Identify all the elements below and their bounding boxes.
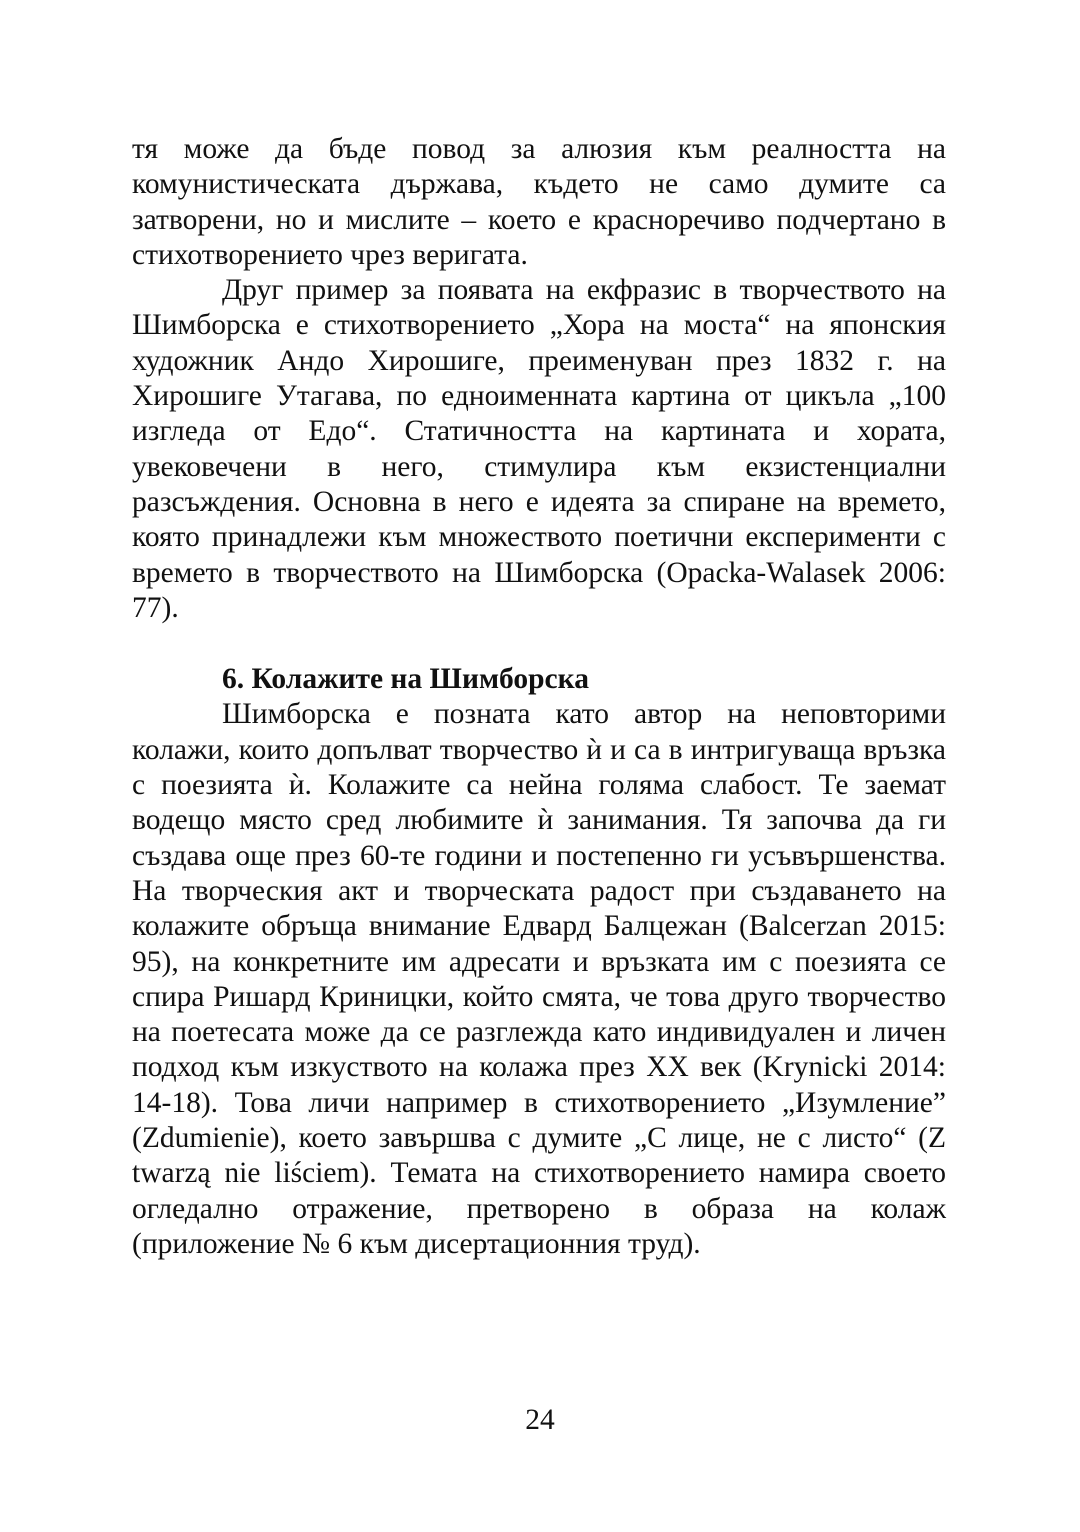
page-content	[132, 132, 946, 1262]
paragraph-intro-continuation: тя може да бъде повод за алюзия към реалността на комунистическата държава, където не само думите са затворени, но и мислите – което е красноречиво подчертано в стихотворението чрез веригата.	[132, 133, 946, 271]
page-number: 24	[525, 1404, 555, 1436]
paragraph-ekphrasis-example: Друг пример за появата на екфразис в творчеството на Шимборска е стихотворението „Хора на моста“ на японския художник Андо Хирошиге, преименуван през 1832 г. на Хирошиге Утагава, по едноименната картина от цикъла „100 изгледа от Едо“. Статичността на картината и хората, увековечени в него, стимулира към екзистенциални разсъждения. Основна в него е идеята за спиране на времето, която принадлежи към множеството поетични експерименти с времето в творчеството на Шимборска (Opacka-Walasek 2006: 77).	[132, 274, 946, 624]
paragraph-collages: Шимборска е позната като автор на неповторими колажи, които допълват творчество ѝ и са в интригуваща връзка с поезията ѝ. Колажите са нейна голяма слабост. Те заемат водещо място сред любимите ѝ занимания. Тя започва да ги създава още през 60-те години и постепенно ги усъвършенства. На творческия акт и творческата радост при създаването на колажите обръща внимание Едвард Балцежан (Balcerzan 2015: 95), на конкретните им адресати и връзката им с поезията се спира Ришард Криницки, който смята, че това друго творчество на поетесата може да се разглежда като индивидуален и личен подход към изкуството на колажа през XX век (Krynicki 2014: 14-18). Това личи например в стихотворението „Изумление” (Zdumienie), което завършва с думите „С лице, не с листо“ (Z twarzą nie liściem). Темата на стихотворението намира своето огледално отражение, претворено в образа на колаж (приложение № 6 към дисертационния труд).	[132, 698, 946, 1260]
section-heading: 6. Колажите на Шимборска	[222, 663, 589, 696]
